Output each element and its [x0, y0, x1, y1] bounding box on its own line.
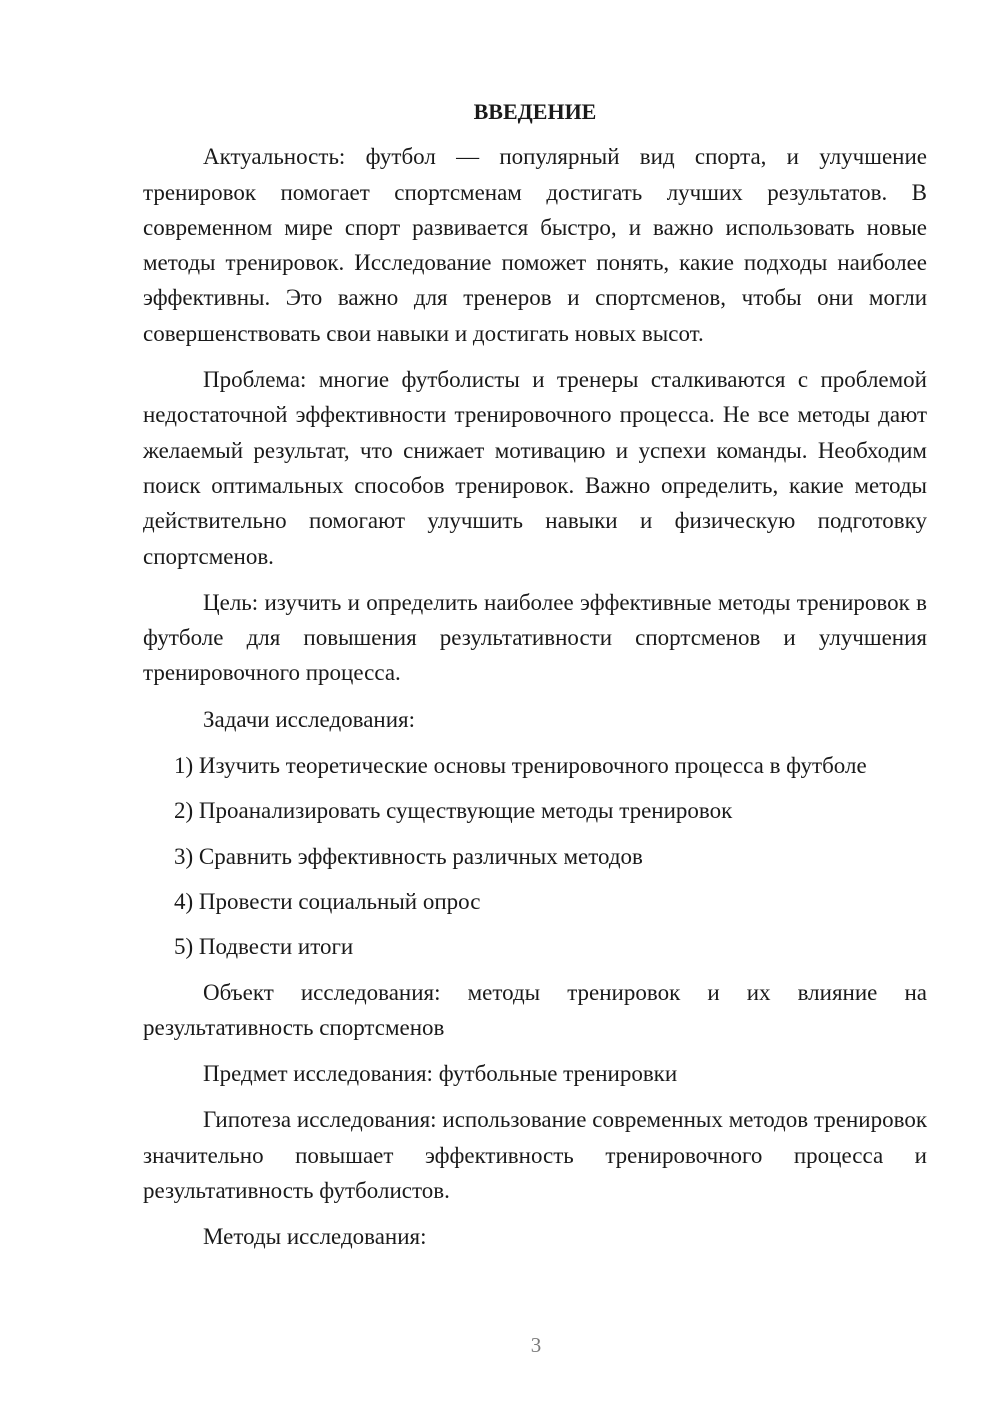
relevance-paragraph: Актуальность: футбол — популярный вид спорта, и улучшение тренировок помогает спортсменам достигать лучших результатов. В современном мире спорт развивается быстро, и важно использовать новые методы тренировок. Исследование поможет понять, какие подходы наиболее эффективны. Это важно для тренеров и спортсменов, чтобы они могли совершенствовать свои навыки и достигать новых высот.: [143, 144, 927, 346]
task-item: 3) Сравнить эффективность различных методов: [174, 843, 643, 869]
task-item: 2) Проанализировать существующие методы тренировок: [174, 798, 733, 824]
task-item: 5) Подвести итоги: [174, 934, 354, 960]
section-title: ВВЕДЕНИЕ: [473, 99, 597, 124]
task-item: 1) Изучить теоретические основы тренировочного процесса в футболе: [174, 753, 867, 779]
tasks-heading: Задачи исследования:: [203, 706, 416, 732]
methods-heading: Методы исследования:: [203, 1224, 427, 1250]
task-item: 4) Провести социальный опрос: [174, 888, 481, 914]
object-paragraph: Объект исследования: методы тренировок и их влияние на результативность спортсменов: [143, 979, 927, 1040]
goal-paragraph: Цель: изучить и определить наиболее эффективные методы тренировок в футболе для повышения результативности спортсменов и улучшения тренировочного процесса.: [143, 589, 927, 686]
hypothesis-paragraph: Гипотеза исследования: использование современных методов тренировок значительно повышает эффективность тренировочного процесса и результативность футболистов.: [143, 1107, 927, 1204]
page-body: [143, 94, 927, 1266]
subject-paragraph: Предмет исследования: футбольные тренировки: [203, 1061, 678, 1087]
problem-paragraph: Проблема: многие футболисты и тренеры сталкиваются с проблемой недостаточной эффективности тренировочного процесса. Не все методы дают желаемый результат, что снижает мотивацию и успехи команды. Необходим поиск оптимальных способов тренировок. Важно определить, какие методы действительно помогают улучшить навыки и физическую подготовку спортсменов.: [143, 367, 927, 569]
page-number: 3: [530, 1333, 542, 1357]
tasks-list: [143, 748, 927, 964]
